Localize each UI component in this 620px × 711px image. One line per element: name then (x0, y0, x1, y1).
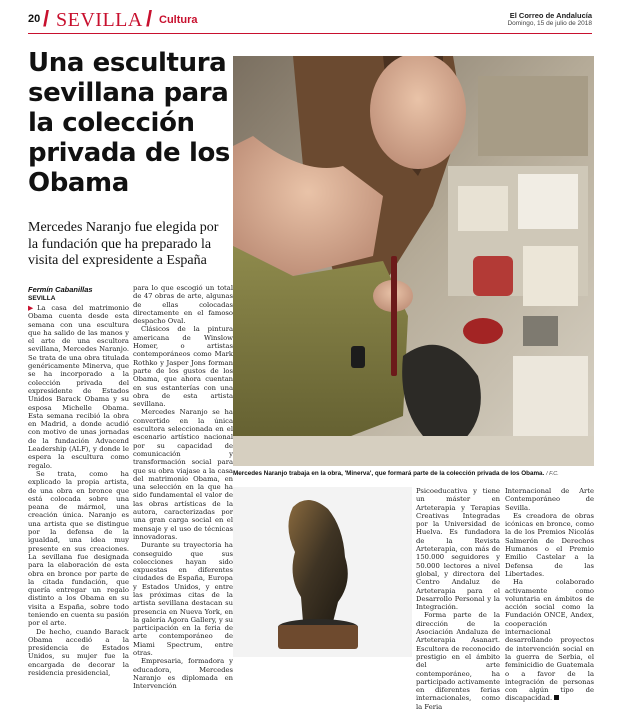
body-column-4 (505, 487, 594, 703)
main-photo (233, 56, 594, 466)
section-name: SEVILLA (56, 9, 143, 31)
paragraph: Clásicos de la pintura americana de Winslow Homer, o artistas contemporáneos como Mark Rothko y Jasper Jons forman parte de los gustos de los Obama, que ahora cuentan en sus estanterías con una obra de esta artista sevillana. (133, 325, 233, 409)
caption-text: Mercedes Naranjo trabaja en la obra, 'Minerva', que formará parte de la colección privada de los Obama. (233, 470, 545, 477)
paragraph: Internacional de Arte Contemporáneo de Sevilla. (505, 487, 594, 512)
header-rule (28, 33, 592, 34)
paragraph: Se trata, como ha explicado la propia artista, de una obra en bronce que está colocada sobre una peana de mármol, una creación única. Naranjo es una artista que se distingue por la defensa de la igualdad, una idea muy presente en sus creaciones. La sevillana fue designada para la elaboración de esta obra en bronce por parte de la citada fundación, que quería entregar un regalo distinto a los Obama en su visita a España, sobre todo teniendo en cuenta su pasión por el arte. (28, 469, 129, 628)
photo-caption (233, 470, 594, 477)
dateline-place: SEVILLA (28, 295, 56, 302)
body-column-1 (28, 304, 129, 677)
paragraph: ▶La casa del matrimonio Obama cuenta desde esta semana con una escultura que ha salido de las manos y el arte de una escultora sevillana, Mercedes Naranjo. Se trata de una obra titulada genéricamente Minerva, que se ha incorporado a la colección privada del expresidente de Estados Unidos Barack Obama y su esposa Michelle Obama. Esta semana recibió la obra en Madrid, a donde acudió con motivo de unas jornadas de la fundación Advacend Leadership (ALF), y donde le espera la escultura como regalo. (28, 304, 129, 470)
photo-credit: / F.C. (546, 471, 559, 477)
paragraph: Es creadora de obras icónicas en bronce, como la de los Premios Nicolás Salmerón de Derechos Humanos o el Premio Emilio Castelar a la Defensa de las Libertades. (505, 511, 594, 578)
headline: Una escultura sevillana para la colección privada de los Obama (28, 48, 230, 198)
page-number: 20 (28, 13, 41, 25)
paragraph: Ha colaborado activamente como voluntaria en ámbitos de acción social como la Fundación ONCE, Andex, cooperación internacional desarrollando proyectos de intervención social en la guerra de Serbia, el feminicidio de Guatemala o a favor de la integración de personas con algún tipo de discapacidad. (505, 578, 594, 703)
subsection-name: Cultura (159, 14, 198, 26)
paragraph: Mercedes Naranjo se ha convertido en la única escultora seleccionada en el escenario artístico nacional por su capacidad de comunicación y transformación social para que su obra viajase a la casa del matrimonio Obama, en una selección en la que ha sido fundamental el valor de las obras artísticas de la autora, caracterizadas por una gran carga social en el mensaje y el uso de técnicas innovadoras. (133, 408, 233, 541)
deck: Mercedes Naranjo fue elegida por la fundación que ha preparado la visita del expresidente a España (28, 220, 219, 268)
photo-bronze-torso (233, 487, 412, 657)
issue-date: Domingo, 15 de julio de 2018 (507, 20, 592, 27)
paragraph: De hecho, cuando Barack Obama accedió a la presidencia de Estados Unidos, su mujer fue la encargada de decorar la residencia presidencial, (28, 627, 129, 678)
paragraph: para lo que escogió un total de 47 obras de arte, algunas de ellas colocadas directamente en el famoso despacho Oval. (133, 284, 233, 326)
byline: Fermín Cabanillas (28, 285, 93, 294)
paragraph: Empresaria, formadora y educadora, Mercedes Naranjo es diplomada en Intervención (133, 657, 233, 691)
body-column-2 (133, 284, 233, 691)
paragraph: Forma parte de la dirección de la Asociación Andaluza de Arteterapia Asanart. Escultora de reconocido prestigio en el ámbito del arte contemporáneo, ha participado activamente en diferentes ferias internacionales, como la Feria (416, 611, 500, 711)
photo-sculptor-at-work (233, 56, 594, 466)
subsection-slash: / (146, 6, 153, 31)
paragraph: Psicoeducativa y tiene un máster en Arteterapia y Terapias Creativas Integradas por la Universidad de Huelva. Es fundadora de la Revista Arteterapia, con más de 150.000 seguidores y 50.000 lectores a nivel global, y directora del Centro Andaluz de Arteterapia para el Desarrollo Personal y la Integración. (416, 487, 500, 612)
body-column-3 (416, 487, 500, 711)
sculpture-photo (233, 487, 412, 657)
end-mark-icon (554, 695, 559, 700)
paragraph: Durante su trayectoria ha conseguido que sus colecciones hayan sido expuestas en diferentes ciudades de España, Europa y Estados Unidos, y entre las próximas citas de la artista sevillana destacan su presencia en Nueva York, en la galería Agora Gallery, y su participación en la feria de arte contemporáneo de Miami Spectrum, entre otras. (133, 541, 233, 658)
page-header (0, 0, 620, 40)
newspaper-name: El Correo de Andalucía (509, 11, 592, 20)
section-slash: / (43, 6, 50, 31)
lead-arrow-icon: ▶ (28, 304, 37, 312)
